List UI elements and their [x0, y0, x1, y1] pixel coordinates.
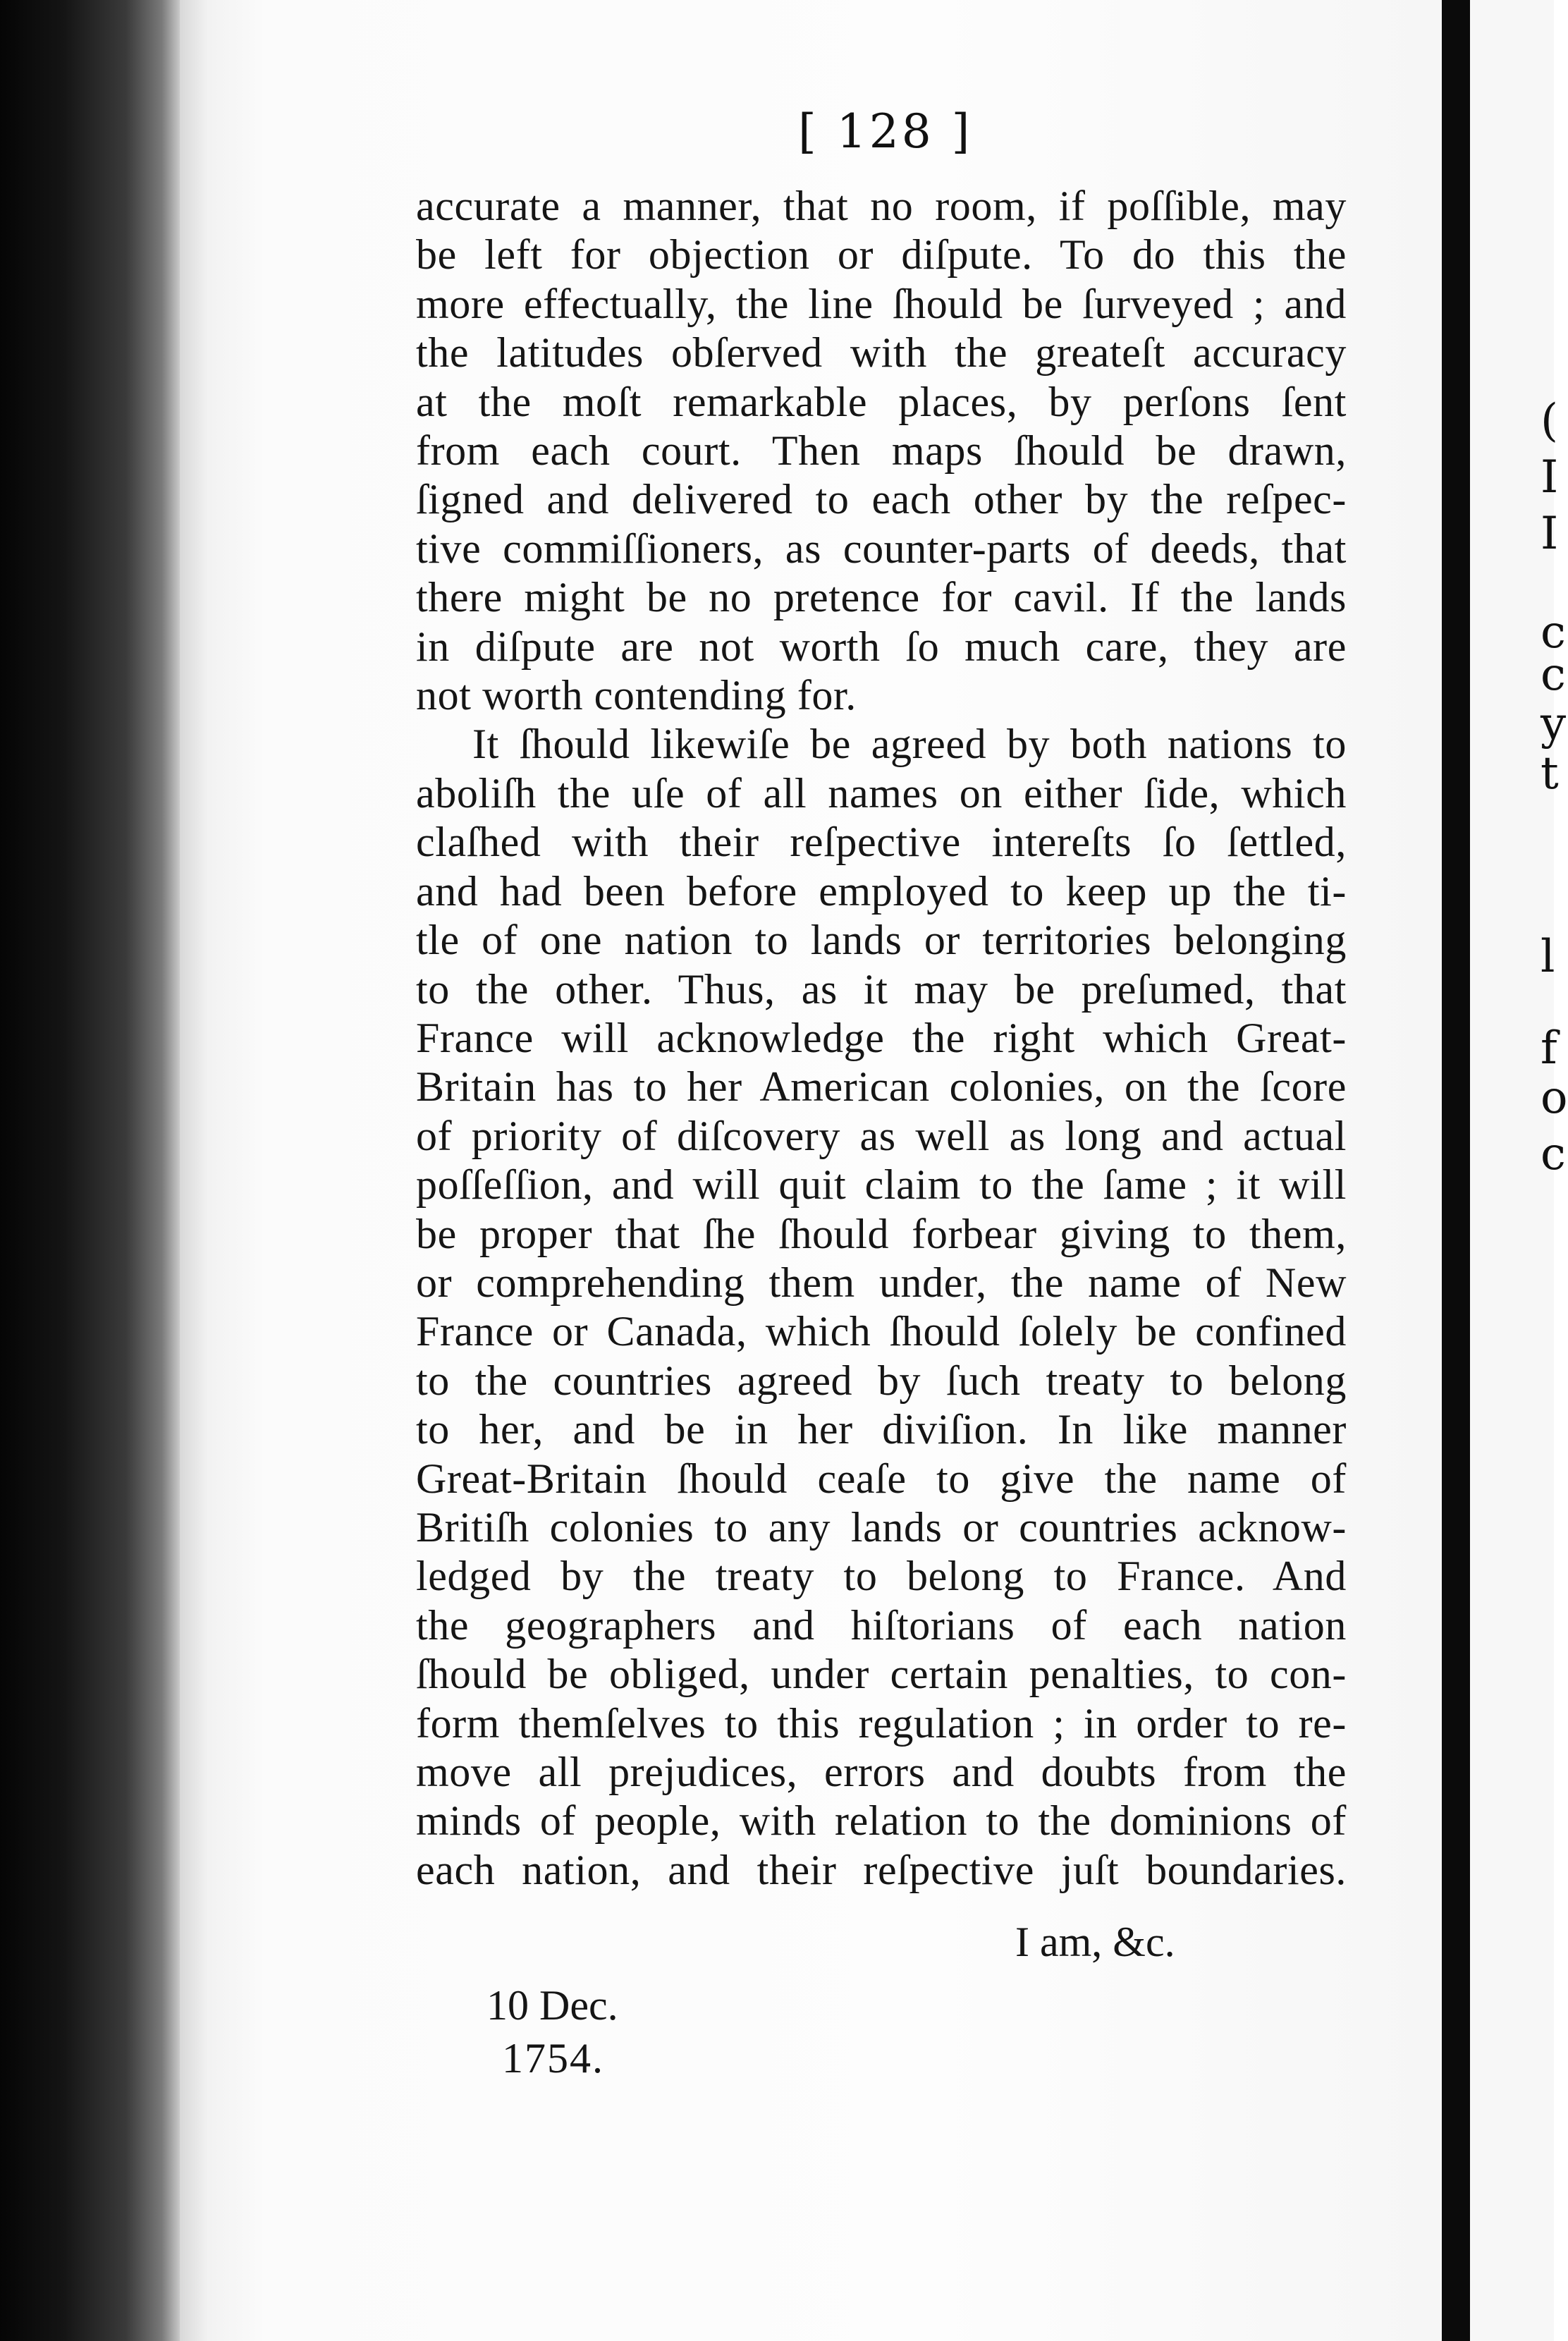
page-number: [ 128 ] [798, 104, 973, 159]
text-line: more effectually, the line ſhould be ſurveyed ; and [416, 280, 1347, 327]
adjacent-page-fragment: I [1541, 451, 1559, 503]
text-line: from each court. Then maps ſhould be drawn, [416, 427, 1347, 475]
text-line: not worth contending for. [416, 672, 857, 719]
text-line: and had been before employed to keep up the ti- [416, 867, 1347, 915]
adjacent-page-fragment: l [1541, 931, 1555, 983]
text-line: minds of people, with relation to the dominions of [416, 1797, 1347, 1845]
text-line: in diſpute are not worth ſo much care, they are [416, 623, 1347, 670]
text-line: of priority of diſcovery as well as long and actual [416, 1112, 1347, 1159]
page-gutter [1442, 0, 1470, 2341]
adjacent-page-edge [1470, 0, 1568, 2341]
letter-date-year: 1754. [502, 2035, 604, 2082]
text-line: Great-Britain ſhould ceaſe to give the name of [416, 1455, 1347, 1502]
text-line: Britain has to her American colonies, on the ſcore [416, 1063, 1347, 1111]
text-line: or comprehending them under, the name of New [416, 1259, 1347, 1306]
text-line: to the other. Thus, as it may be preſumed, that [416, 965, 1347, 1013]
text-line: poſſeſſion, and will quit claim to the ſame ; it will [416, 1161, 1347, 1209]
text-line: France will acknowledge the right which Great- [416, 1014, 1347, 1061]
text-line: It ſhould likewiſe be agreed by both nations to [472, 721, 1347, 768]
text-line: at the moſt remarkable places, by perſons ſent [416, 378, 1347, 425]
text-line: to her, and be in her diviſion. In like manner [416, 1406, 1347, 1453]
text-line: be left for objection or diſpute. To do this the [416, 231, 1347, 279]
closing-salutation: I am, &c. [1015, 1919, 1175, 1965]
text-line: France or Canada, which ſhould ſolely be confined [416, 1308, 1347, 1355]
text-line: to the countries agreed by ſuch treaty to belong [416, 1357, 1347, 1404]
body-text [416, 182, 1347, 1895]
adjacent-page-fragment: c [1541, 606, 1566, 659]
adjacent-page-fragment: ( [1541, 395, 1558, 447]
text-line: aboliſh the uſe of all names on either ſide, which [416, 769, 1347, 817]
adjacent-page-fragment: I [1541, 508, 1559, 560]
text-line: accurate a manner, that no room, if poſſible, may [416, 183, 1347, 229]
adjacent-page-fragment: y [1541, 698, 1567, 750]
adjacent-page-fragment: o [1541, 1072, 1568, 1124]
text-line: tle of one nation to lands or territories belonging [416, 917, 1347, 964]
text-line: ſhould be obliged, under certain penalties, to con- [416, 1651, 1347, 1698]
book-binding-shadow [0, 0, 180, 2341]
letter-date-day: 10 Dec. [486, 1982, 618, 2029]
text-line: form themſelves to this regulation ; in order to re- [416, 1699, 1347, 1747]
text-line: there might be no pretence for cavil. If the lands [416, 574, 1347, 621]
text-line: claſhed with their reſpective intereſts ſo ſettled, [416, 819, 1347, 866]
text-line: tive commiſſioners, as counter-parts of deeds, that [416, 525, 1347, 572]
text-line: Britiſh colonies to any lands or countries acknow- [416, 1503, 1347, 1551]
adjacent-page-fragment: f [1541, 1022, 1557, 1075]
adjacent-page-fragment: c [1541, 1128, 1566, 1180]
text-line: ſigned and delivered to each other by the reſpec- [416, 476, 1347, 523]
text-line: the latitudes obſerved with the greateſt accuracy [416, 329, 1347, 377]
text-line: move all prejudices, errors and doubts from the [416, 1749, 1347, 1795]
adjacent-page-fragment: c [1541, 649, 1566, 701]
text-line: ledged by the treaty to belong to France. And [416, 1553, 1347, 1600]
text-line: each nation, and their reſpective juſt boundaries. [416, 1846, 1347, 1893]
text-line: be proper that ſhe ſhould forbear giving to them, [416, 1210, 1347, 1257]
adjacent-page-fragment: t [1541, 747, 1559, 800]
text-line: the geographers and hiſtorians of each nation [416, 1601, 1347, 1649]
